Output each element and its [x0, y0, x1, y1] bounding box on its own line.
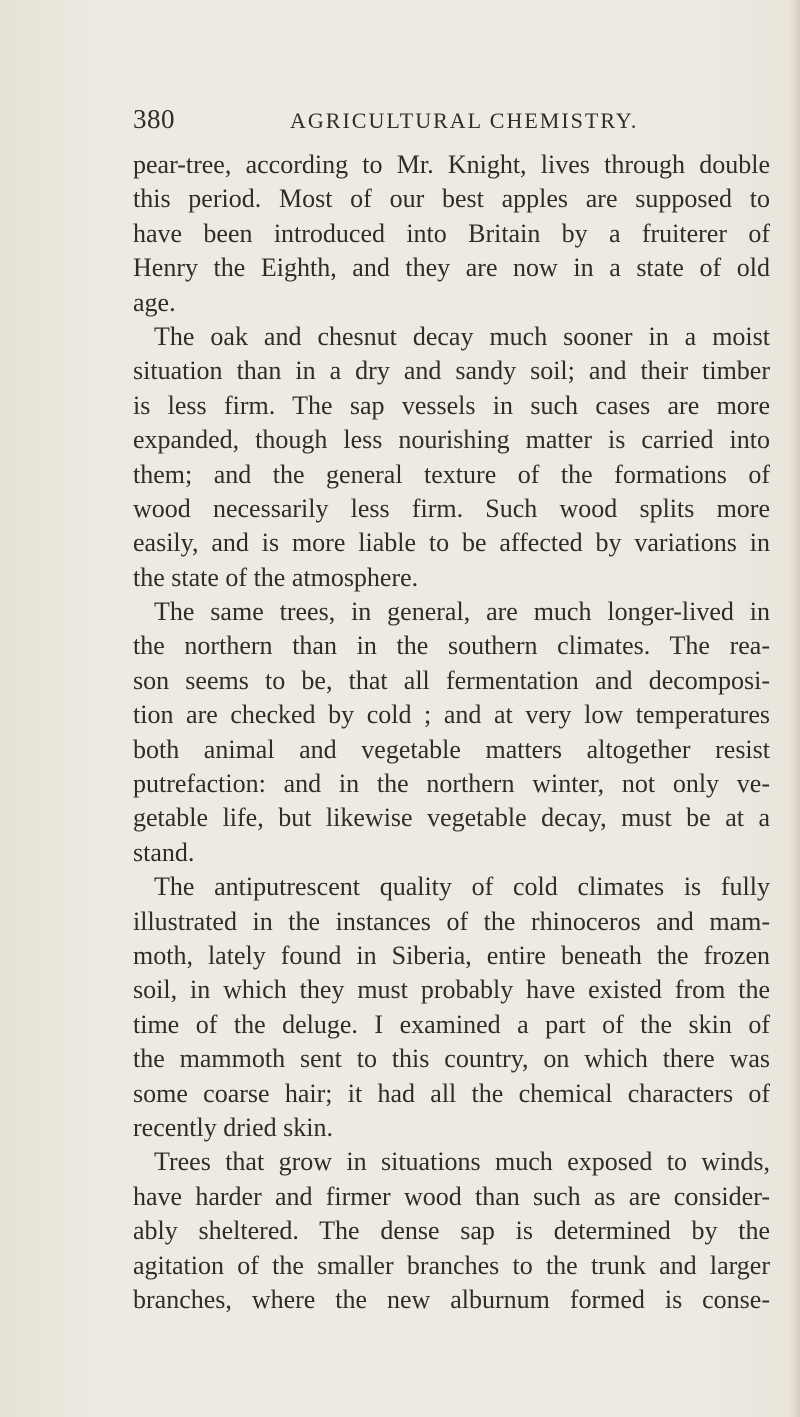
- body-text: [133, 148, 770, 1317]
- text-line: getable life, but likewise vegetable decay, must be at a: [133, 803, 770, 833]
- text-line: pear-tree, according to Mr. Knight, lives through double: [133, 150, 770, 179]
- text-line: moth, lately found in Siberia, entire beneath the frozen: [133, 940, 770, 970]
- text-line: situation than in a dry and sandy soil; and their timber: [133, 356, 770, 386]
- text-line: Trees that grow in situations much exposed to winds,: [154, 1147, 770, 1177]
- text-line: both animal and vegetable matters altogether resist: [133, 734, 770, 764]
- page-edge-shadow: [790, 0, 800, 1417]
- page-header: [133, 104, 773, 140]
- text-line: the state of the atmosphere.: [133, 562, 419, 592]
- text-line: putrefaction: and in the northern winter, not only ve-: [133, 769, 770, 799]
- text-line: tion are checked by cold ; and at very low temperatures: [133, 700, 770, 730]
- text-line: expanded, though less nourishing matter is carried into: [133, 425, 770, 455]
- text-line: easily, and is more liable to be affected by variations in: [133, 528, 770, 558]
- text-line: some coarse hair; it had all the chemical characters of: [133, 1078, 770, 1108]
- text-line: The antiputrescent quality of cold climates is fully: [154, 872, 770, 902]
- text-line: illustrated in the instances of the rhinoceros and mam-: [133, 906, 770, 936]
- running-head: AGRICULTURAL CHEMISTRY.: [290, 108, 639, 133]
- text-line: wood necessarily less firm. Such wood splits more: [133, 493, 770, 523]
- text-line: recently dried skin.: [133, 1112, 333, 1142]
- text-line: The oak and chesnut decay much sooner in a moist: [154, 321, 770, 351]
- text-line: agitation of the smaller branches to the trunk and larger: [133, 1250, 770, 1280]
- text-line: ably sheltered. The dense sap is determined by the: [133, 1216, 770, 1246]
- text-line: branches, where the new alburnum formed is conse-: [133, 1284, 770, 1314]
- text-line: this period. Most of our best apples are supposed to: [133, 184, 770, 214]
- page-number: 380: [133, 104, 175, 134]
- text-line: the northern than in the southern climates. The rea-: [133, 631, 770, 661]
- text-line: have harder and firmer wood than such as are consider-: [133, 1181, 770, 1211]
- text-line: is less firm. The sap vessels in such cases are more: [133, 390, 770, 420]
- text-line: stand.: [133, 837, 195, 867]
- text-line: Henry the Eighth, and they are now in a state of old: [133, 253, 770, 283]
- text-line: have been introduced into Britain by a fruiterer of: [133, 218, 770, 248]
- text-line: age.: [133, 287, 176, 317]
- text-line: soil, in which they must probably have existed from the: [133, 975, 770, 1005]
- text-line: son seems to be, that all fermentation and decomposi-: [133, 665, 770, 695]
- text-line: the mammoth sent to this country, on which there was: [133, 1044, 770, 1074]
- text-line: The same trees, in general, are much longer-lived in: [154, 597, 770, 627]
- text-line: them; and the general texture of the formations of: [133, 459, 770, 489]
- text-line: time of the deluge. I examined a part of the skin of: [133, 1009, 770, 1039]
